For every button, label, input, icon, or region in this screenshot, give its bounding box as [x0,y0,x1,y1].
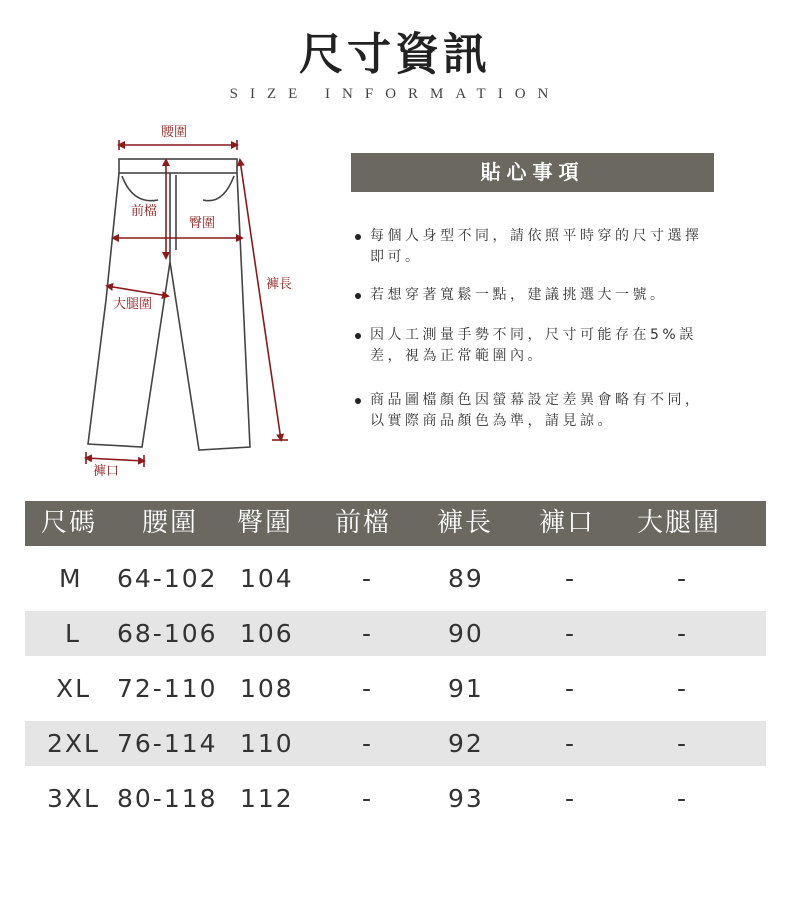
cell-front-rise: - [362,619,374,648]
thigh-label: 大腿圍 [113,297,153,312]
cell-hip: 106 [240,619,294,648]
cell-size: 2XL [47,729,100,758]
table-row [25,666,766,711]
cell-waist: 72-110 [117,674,218,703]
cell-hip: 110 [240,729,294,758]
cell-thigh: - [677,729,689,758]
hem-label: 褲口 [93,464,120,479]
cell-front-rise: - [362,674,374,703]
cell-hem: - [565,674,577,703]
thigh-measure-line [107,286,168,296]
table-row [25,776,766,821]
cell-waist: 76-114 [117,729,218,758]
cell-waist: 64-102 [117,564,218,593]
header-hip: 臀圍 [237,508,294,538]
cell-front-rise: - [362,564,374,593]
cell-thigh: - [677,619,689,648]
cell-length: 92 [448,729,484,758]
cell-hip: 112 [240,784,294,813]
cell-size: M [59,564,83,593]
cell-size: 3XL [47,784,100,813]
page-subtitle: SIZE INFORMATION [229,86,561,102]
cell-thigh: - [677,784,689,813]
hem-measure-line [86,458,144,461]
cell-thigh: - [677,564,689,593]
size-table [25,501,766,813]
cell-length: 90 [448,619,484,648]
length-measure-line [240,160,281,440]
tip-item: 商品圖檔顏色因螢幕設定差異會略有不同，以實際商品顏色為準，請見諒。 [355,390,715,432]
cell-thigh: - [677,674,689,703]
header-size: 尺碼 [41,508,98,538]
size-table-header [25,501,766,546]
header-hem: 褲口 [539,508,596,538]
cell-size: L [65,619,81,648]
cell-waist: 80-118 [117,784,218,813]
length-label: 褲長 [266,277,293,292]
cell-length: 93 [448,784,484,813]
cell-length: 91 [448,674,484,703]
header-front-rise: 前檔 [335,508,392,538]
cell-size: XL [56,674,92,703]
tips-header: 貼心事項 [351,153,714,192]
header-waist: 腰圍 [142,508,199,538]
header-length: 褲長 [437,508,494,538]
table-row [25,721,766,766]
table-row [25,611,766,656]
cell-hip: 104 [240,564,294,593]
cell-hip: 108 [240,674,294,703]
pants-measurement-diagram [0,110,320,490]
waist-label: 腰圍 [161,125,188,140]
cell-hem: - [565,729,577,758]
table-row [25,556,766,601]
tip-item: 若想穿著寬鬆一點，建議挑選大一號。 [355,285,668,306]
hip-label: 臀圍 [189,216,216,231]
front-rise-label: 前檔 [131,204,158,219]
cell-front-rise: - [362,729,374,758]
header-thigh: 大腿圍 [637,508,722,538]
cell-front-rise: - [362,784,374,813]
cell-hem: - [565,619,577,648]
cell-hem: - [565,564,577,593]
cell-hem: - [565,784,577,813]
cell-waist: 68-106 [117,619,218,648]
tip-item: 每個人身型不同，請依照平時穿的尺寸選擇即可。 [355,226,715,268]
tip-item: 因人工測量手勢不同，尺寸可能存在5%誤差，視為正常範圍內。 [355,325,715,367]
page-title: 尺寸資訊 [299,29,491,80]
cell-length: 89 [448,564,484,593]
